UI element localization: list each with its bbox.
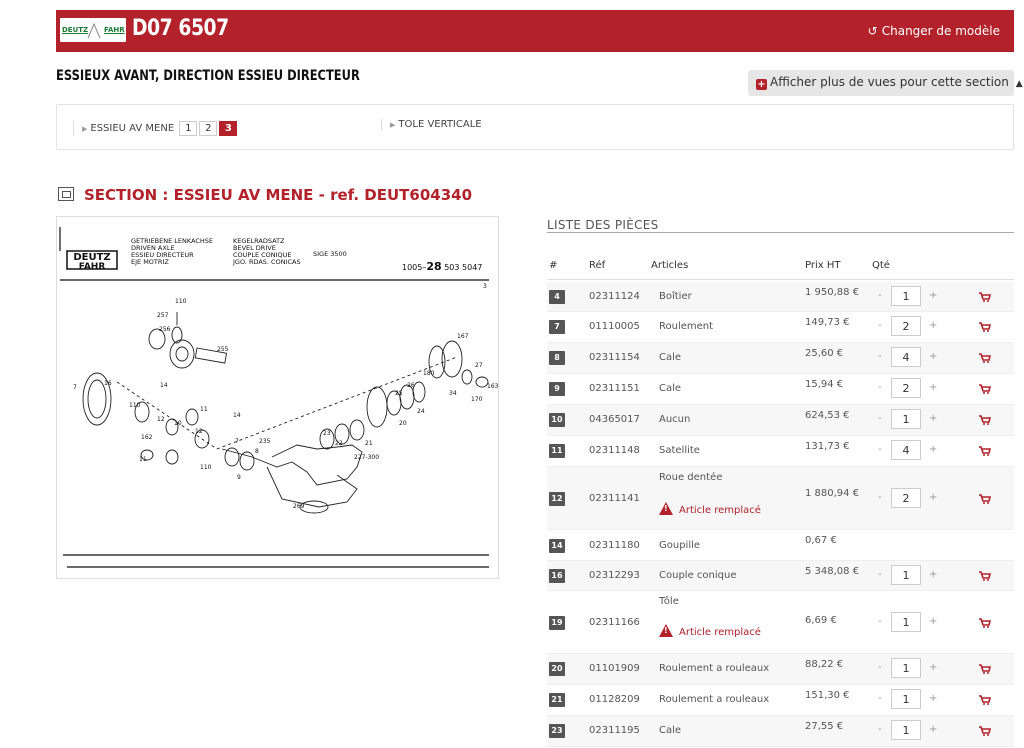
qty-plus-button[interactable]: + [929,693,938,704]
page-link-3[interactable]: 3 [219,121,237,136]
qty-minus-button[interactable]: - [878,320,882,331]
more-views-label: Afficher plus de vues pour cette section [770,75,1009,89]
part-price: 25,60 € [805,348,844,359]
part-number-badge[interactable]: 20 [549,662,565,676]
callout: 110 [200,464,212,471]
part-number-badge[interactable]: 16 [549,569,565,583]
drawing-col2-line: JGO. RDAS. CONICAS [233,258,301,266]
callout: 167 [457,333,469,340]
callout: 255 [217,346,229,353]
col-ref: Réf [589,260,606,271]
callout: 14 [233,412,241,419]
table-row [547,591,1014,654]
drawing-page-no: 3 [483,283,487,290]
callout: 256 [159,326,171,333]
part-ref: 02311180 [589,540,640,551]
part-article: Cale [659,383,682,394]
part-price: 1 880,94 € [805,488,860,499]
part-number-badge[interactable]: 8 [549,351,565,365]
part-article: Aucun [659,414,691,425]
drawing-col1-line: GETRIEBENE LENKACHSE [131,237,213,245]
drawing-col2-line: BEVEL DRIVE [233,244,276,252]
qty-plus-button[interactable]: + [929,351,938,362]
drawing-brand-bottom: FAHR [78,262,106,272]
part-number-badge[interactable]: 7 [549,320,565,334]
parts-table-header [547,260,1014,280]
part-article: Couple conique [659,570,737,581]
page-title: ESSIEUX AVANT, DIRECTION ESSIEU DIRECTEUR [56,68,360,84]
callout: 8 [255,448,259,455]
logo-right-text: FAHR [104,26,125,34]
ref-suffix: 503 5047 [441,263,483,272]
qty-plus-button[interactable]: + [929,382,938,393]
part-article: Roulement [659,321,714,332]
drawing-col1-line: EJE MOTRIZ [131,258,169,266]
callout: 235 [259,438,271,445]
qty-minus-button[interactable]: - [878,444,882,455]
model-title: D07 6507 [132,16,229,41]
table-row [547,405,1014,436]
part-ref: 02311148 [589,445,640,456]
part-number-badge[interactable]: 21 [549,693,565,707]
qty-minus-button[interactable]: - [878,382,882,393]
callout: 11 [200,406,208,413]
plus-square-icon: + [757,79,766,90]
qty-plus-button[interactable]: + [929,616,938,627]
drawing-brand-top: DEUTZ [73,252,111,263]
callout: 22 [335,440,343,447]
qty-input[interactable] [891,440,921,460]
col-price: Prix HT [805,260,841,271]
cart-icon[interactable] [979,415,991,425]
cart-icon[interactable] [979,384,991,394]
drawing-col1-line: DRIVEN AXLE [131,244,175,252]
part-number-badge[interactable]: 23 [549,724,565,738]
qty-plus-button[interactable]: + [929,290,938,301]
top-bar [56,10,1014,52]
qty-input[interactable] [891,347,921,367]
section-subnav [56,104,1014,150]
part-number-badge[interactable]: 9 [549,382,565,396]
part-number-badge[interactable]: 10 [549,413,565,427]
drawing-ref-number [402,260,482,273]
callout: 20 [399,420,407,427]
page-link-2[interactable]: 2 [199,121,217,136]
ref-big: 28 [426,260,442,273]
drawing-sige: SIGE 3500 [313,250,347,258]
cart-icon[interactable] [979,618,991,628]
qty-minus-button[interactable]: - [878,492,882,503]
qty-input[interactable] [891,378,921,398]
qty-input[interactable] [891,658,921,678]
part-ref: 01128209 [589,694,640,705]
qty-plus-button[interactable]: + [929,444,938,455]
cart-icon[interactable] [979,695,991,705]
callout: 26 [407,382,415,389]
callout: 11 [139,456,147,463]
diagram-icon [58,187,74,201]
part-number-badge[interactable]: 11 [549,444,565,458]
part-number-badge[interactable]: 19 [549,616,565,630]
part-ref: 02311151 [589,383,640,394]
callout: 10 [174,420,182,427]
callout: 9 [237,474,241,481]
part-number-badge[interactable]: 12 [549,492,565,506]
cart-icon[interactable] [979,571,991,581]
qty-input[interactable] [891,488,921,508]
parts-list-divider [547,232,1014,233]
part-ref: 02312293 [589,570,640,581]
callout: 110 [129,402,141,409]
qty-plus-button[interactable]: + [929,569,938,580]
cart-icon[interactable] [979,446,991,456]
cart-icon[interactable] [979,292,991,302]
section-heading [58,186,472,204]
callout: 34 [449,390,457,397]
more-views-button[interactable] [748,70,1023,96]
part-price: 0,67 € [805,535,837,546]
part-number-badge[interactable]: 4 [549,290,565,304]
callout: 21 [365,440,373,447]
callout: 110 [175,298,187,305]
callout: 27 [475,362,483,369]
subnav-group-essieu [73,121,237,136]
table-row [547,530,1014,561]
callout: 170 [471,396,483,403]
qty-plus-button[interactable]: + [929,492,938,503]
part-number-badge[interactable]: 14 [549,539,565,553]
part-ref: 01110005 [589,321,640,332]
part-ref: 02311154 [589,352,640,363]
qty-plus-button[interactable]: + [929,662,938,673]
table-row [547,312,1014,343]
cart-icon[interactable] [979,494,991,504]
part-article: Cale [659,725,682,736]
part-price: 6,69 € [805,615,837,626]
part-ref: 01101909 [589,663,640,674]
cart-icon[interactable] [979,322,991,332]
part-article: Cale [659,352,682,363]
chevron-up-icon: ▲ [1015,79,1023,89]
callout: 227-300 [354,454,380,461]
warning-icon [659,624,673,637]
cart-icon[interactable] [979,353,991,363]
warning-icon [659,502,673,515]
qty-input[interactable] [891,612,921,632]
qty-input[interactable] [891,409,921,429]
part-ref: 02311166 [589,617,640,628]
replaced-notice[interactable] [659,624,761,638]
part-ref: 04365017 [589,414,640,425]
caret-right-icon: ▶ [390,121,396,129]
parts-diagram[interactable] [56,216,499,579]
drawing-col2-line: COUPLE CONIQUE [233,251,292,259]
qty-plus-button[interactable]: + [929,320,938,331]
table-row [547,374,1014,405]
table-row [547,467,1014,530]
qty-input[interactable] [891,689,921,709]
qty-minus-button[interactable]: - [878,616,882,627]
callout: 12 [195,428,203,435]
qty-minus-button[interactable]: - [878,569,882,580]
part-price: 131,73 € [805,441,850,452]
qty-minus-button[interactable]: - [878,413,882,424]
part-article: Roulement a rouleaux [659,694,770,705]
qty-minus-button[interactable]: - [878,693,882,704]
callout: 163 [487,383,498,390]
exploded-view-drawing [57,217,498,578]
cart-icon[interactable] [979,726,991,736]
part-price: 27,55 € [805,721,844,732]
qty-input[interactable] [891,565,921,585]
table-row [547,343,1014,374]
callout: 269 [293,503,305,510]
qty-input[interactable] [891,720,921,740]
brand-logo[interactable] [60,18,126,42]
part-article: Satellite [659,445,700,456]
part-ref: 02311141 [589,493,640,504]
callout: 7 [73,384,77,391]
part-price: 624,53 € [805,410,850,421]
logo-slash-icon [86,20,102,40]
callout: 12 [157,416,165,423]
replaced-notice[interactable] [659,502,761,516]
part-article: Roulement a rouleaux [659,663,770,674]
part-price: 149,73 € [805,317,850,328]
part-article: Roue dentée [659,472,723,483]
callout: 14 [160,382,168,389]
part-price: 1 950,88 € [805,287,860,298]
callout: 25 [395,390,403,397]
section-title-text: SECTION : ESSIEU AV MENE - ref. DEUT604340 [84,186,473,204]
part-price: 5 348,08 € [805,566,860,577]
replaced-label: Article remplacé [679,505,761,516]
table-row [547,685,1014,716]
drawing-col2-line: KEGELRADSATZ [233,237,285,245]
qty-minus-button[interactable]: - [878,724,882,735]
replaced-label: Article remplacé [679,627,761,638]
qty-minus-button[interactable]: - [878,351,882,362]
callout: 162 [141,434,153,441]
qty-plus-button[interactable]: + [929,724,938,735]
table-row [547,561,1014,591]
page-link-1[interactable]: 1 [179,121,197,136]
qty-minus-button[interactable]: - [878,290,882,301]
qty-plus-button[interactable]: + [929,413,938,424]
drawing-col1-line: ESSIEU DIRECTEUR [131,251,194,259]
table-row [547,282,1014,312]
callout: 24 [417,408,425,415]
callout: 180 [423,370,435,377]
part-price: 88,22 € [805,659,844,670]
part-price: 151,30 € [805,690,850,701]
col-qty: Qté [872,260,890,271]
callout: 16 [104,380,112,387]
qty-minus-button[interactable]: - [878,662,882,673]
change-model-label: Changer de modèle [881,24,1000,38]
subnav-group-tole[interactable] [381,119,482,130]
change-model-link[interactable] [868,24,1000,38]
callout: 7 [235,438,239,445]
qty-input[interactable] [891,316,921,336]
callout: 23 [323,430,331,437]
part-article: Boîtier [659,291,692,302]
cart-icon[interactable] [979,664,991,674]
logo-left-text: DEUTZ [62,26,89,34]
part-price: 15,94 € [805,379,844,390]
table-row [547,436,1014,467]
part-article: Goupille [659,540,701,551]
qty-input[interactable] [891,286,921,306]
part-article: Tôle [659,596,679,607]
table-row [547,716,1014,747]
callout: 257 [157,312,169,319]
part-ref: 02311195 [589,725,640,736]
caret-right-icon: ▶ [82,125,88,133]
rotate-icon: ↺ [867,24,878,38]
parts-list-title: LISTE DES PIÈCES [547,218,659,232]
col-num: # [549,260,558,271]
subnav-group-label[interactable]: ESSIEU AV MENE [90,123,175,134]
ref-prefix: 1005– [402,263,427,272]
table-row [547,654,1014,685]
col-article: Articles [651,260,689,271]
subnav-group-label: TOLE VERTICALE [398,119,482,130]
part-ref: 02311124 [589,291,640,302]
